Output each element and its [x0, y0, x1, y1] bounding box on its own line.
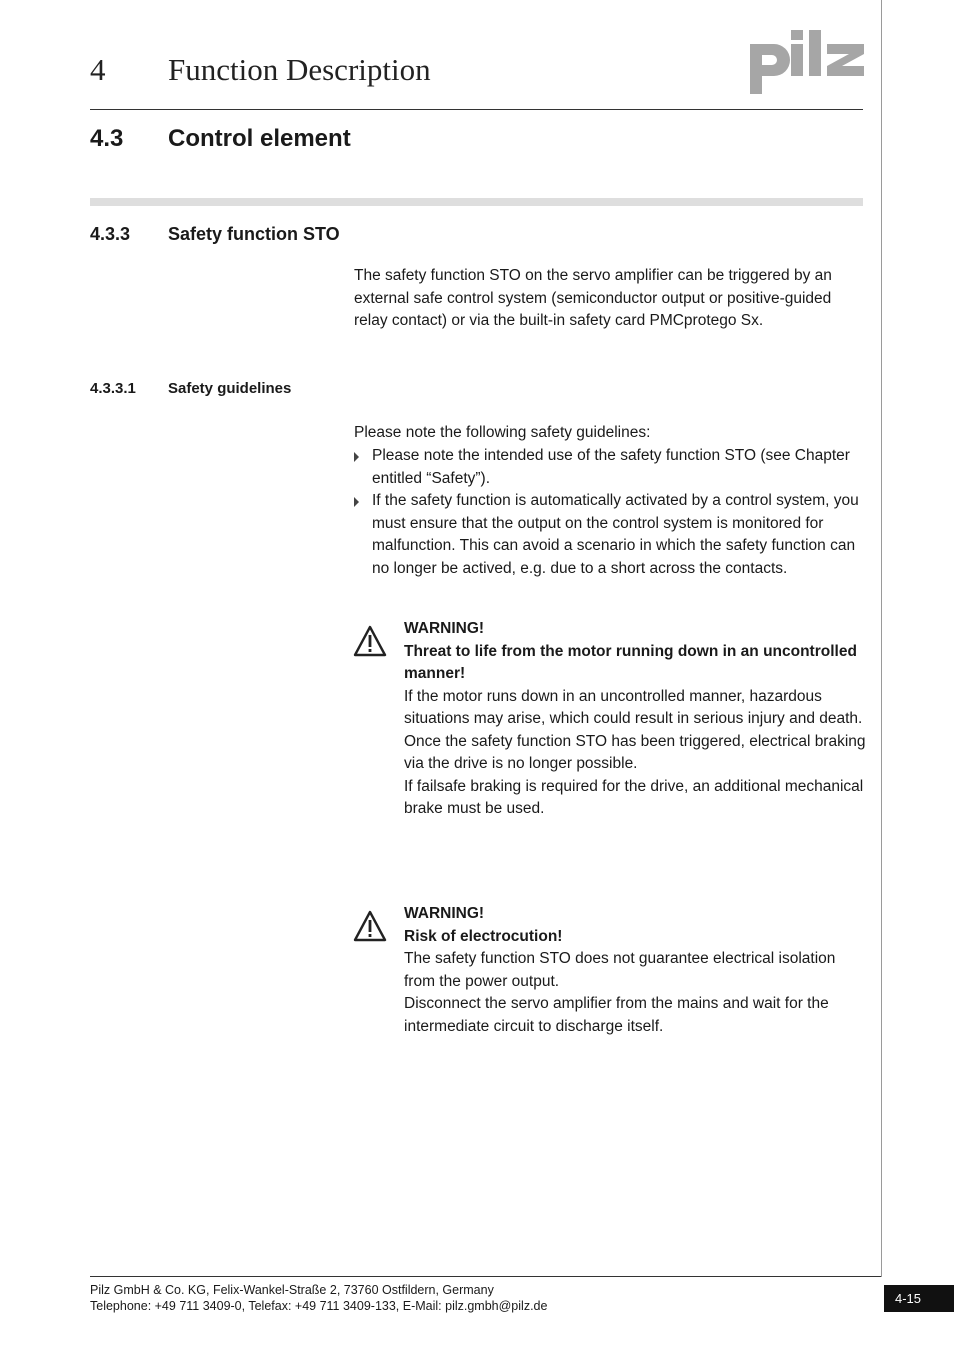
subsubsection-number: 4.3.3.1	[90, 380, 136, 397]
subsection-intro: The safety function STO on the servo amplifier can be triggered by an external safe control system (semiconductor output or positive-guided relay contact) or via the built-in safety card PMCprotego Sx.	[354, 267, 832, 329]
subsection-title: Safety function STO	[168, 224, 340, 244]
warning-triangle-icon	[353, 625, 387, 657]
chapter-title: Function Description	[168, 52, 431, 87]
warning-block	[404, 903, 866, 1038]
footer-rule	[90, 1276, 881, 1277]
header-rule	[90, 109, 863, 110]
warning-block	[404, 618, 866, 821]
section-title: Control element	[168, 125, 351, 152]
guidelines-intro: Please note the following safety guidelines:	[354, 424, 651, 441]
footer-address: Pilz GmbH & Co. KG, Felix-Wankel-Straße 2, 73760 Ostfildern, Germany	[90, 1283, 494, 1297]
warning-headline: Risk of electrocution!	[404, 927, 563, 945]
footer-contact: Telephone: +49 711 3409-0, Telefax: +49 711 3409-133, E-Mail: pilz.gmbh@pilz.de	[90, 1299, 548, 1313]
warning-headline: Threat to life from the motor running down in an uncontrolled manner!	[404, 642, 857, 682]
pilz-logo	[748, 26, 866, 96]
chapter-number: 4	[90, 52, 106, 87]
warning-text: If the motor runs down in an uncontrolled manner, hazardous situations may arise, which could result in serious injury and death.	[404, 687, 863, 727]
margin-divider	[881, 0, 882, 1277]
page-number: 4-15	[884, 1285, 954, 1312]
section-band	[90, 198, 863, 206]
warning-text: Disconnect the servo amplifier from the mains and wait for the intermediate circuit to discharge itself.	[404, 995, 829, 1035]
warning-label: WARNING!	[404, 620, 485, 637]
warning-triangle-icon	[353, 910, 387, 942]
warning-text: The safety function STO does not guarantee electrical isolation from the power output.	[404, 950, 836, 990]
warning-text: If failsafe braking is required for the drive, an additional mechanical brake must be used.	[404, 777, 864, 817]
warning-text: Once the safety function STO has been triggered, electrical braking via the drive is no longer possible.	[404, 732, 866, 772]
list-item-text: If the safety function is automatically activated by a control system, you must ensure that the output on the control system is monitored for malfunction. This can avoid a scenario in which the safety function can no longer be actived, e.g. due to a short across the contacts.	[372, 492, 859, 577]
list-item	[354, 445, 864, 490]
bullet-arrow-icon	[354, 452, 359, 462]
section-number: 4.3	[90, 125, 124, 152]
subsection-number: 4.3.3	[90, 224, 131, 244]
subsubsection-title: Safety guidelines	[168, 380, 292, 397]
warning-label: WARNING!	[404, 905, 485, 922]
bullet-arrow-icon	[354, 497, 359, 507]
list-item	[354, 490, 864, 580]
list-item-text: Please note the intended use of the safety function STO (see Chapter entitled “Safety”).	[372, 447, 850, 487]
